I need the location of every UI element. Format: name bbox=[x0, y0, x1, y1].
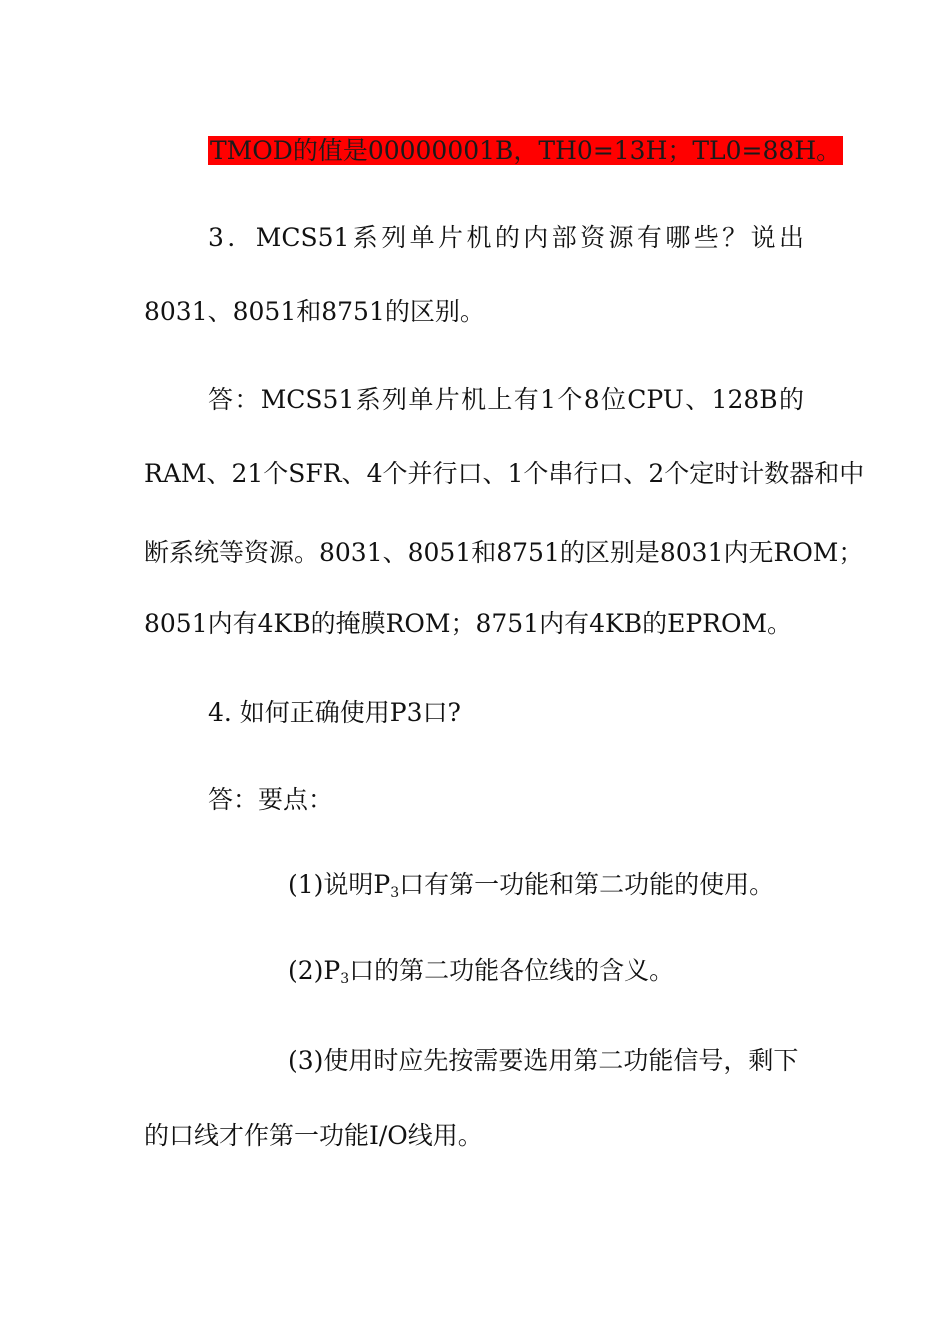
answer-3-text-2: RAM、21个SFR、4个并行口、1个串行口、2个定时计数器和中 bbox=[144, 459, 865, 488]
point-1-prefix: (1)说明P bbox=[288, 870, 391, 899]
answer-4-point-3-line-2: 的口线才作第一功能I/O线用。 bbox=[144, 1121, 483, 1150]
answer-3-text-3: 断系统等资源。8031、8051和8751的区别是8031内无ROM； bbox=[144, 538, 864, 567]
answer-4-point-1 bbox=[288, 869, 774, 909]
question-3-text-1: 3．MCS51系列单片机的内部资源有哪些？说出 bbox=[208, 223, 804, 252]
question-4-line-1: 4. 如何正确使用P3口? bbox=[208, 698, 461, 727]
answer-4-intro: 答：要点： bbox=[208, 785, 334, 814]
question-3-line-1 bbox=[208, 222, 804, 254]
answer-4-point-2 bbox=[288, 955, 674, 995]
answer-3-line-3 bbox=[144, 537, 864, 569]
point-1-subscript: 3 bbox=[390, 885, 400, 901]
highlight-answer-line bbox=[208, 135, 843, 167]
point-2-subscript: 3 bbox=[340, 971, 350, 987]
point-1-text: 口有第一功能和第二功能的使用。 bbox=[399, 870, 775, 899]
answer-3-text-1: 答：MCS51系列单片机上有1个8位CPU、128B的 bbox=[208, 385, 804, 414]
answer-3-line-2 bbox=[144, 458, 865, 490]
answer-3-line-4: 8051内有4KB的掩膜ROM；8751内有4KB的EPROM。 bbox=[144, 609, 793, 638]
point-2-prefix: (2)P bbox=[288, 956, 341, 985]
answer-3-line-1 bbox=[208, 384, 804, 416]
answer-4-point-3-line-1: (3)使用时应先按需要选用第二功能信号，剩下 bbox=[288, 1046, 799, 1075]
question-3-line-2: 8031、8051和8751的区别。 bbox=[144, 297, 485, 326]
point-2-text: 口的第二功能各位线的含义。 bbox=[349, 956, 675, 985]
highlighted-text: TMOD的值是00000001B，TH0=13H；TL0=88H。 bbox=[210, 136, 842, 165]
